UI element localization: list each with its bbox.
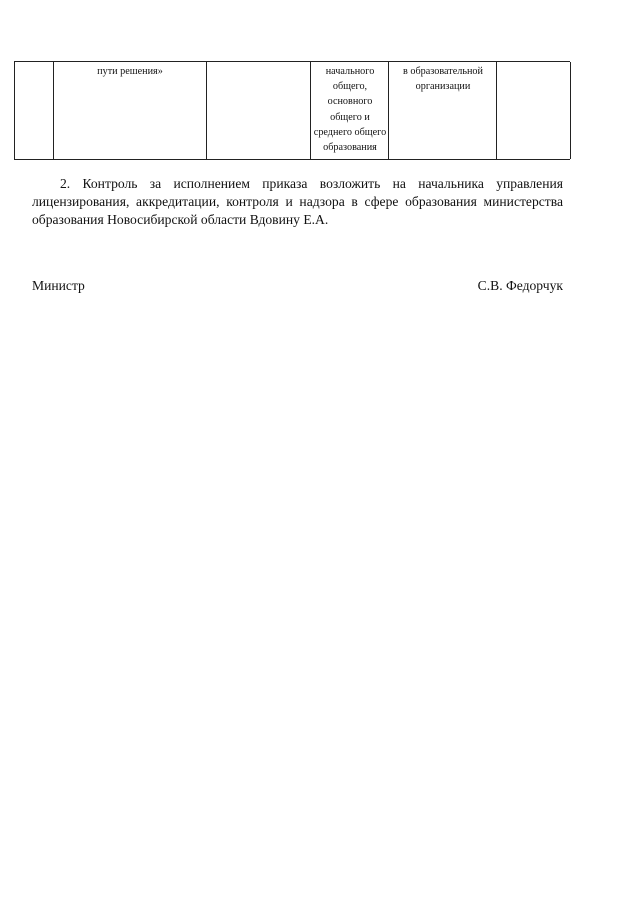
document-table	[14, 61, 570, 160]
signatory-title: Министр	[32, 278, 85, 293]
signatory-name: С.В. Федорчук	[477, 278, 563, 293]
table-cell: в образовательной организации	[403, 66, 483, 93]
table-divider	[310, 62, 311, 159]
table-border-left	[14, 62, 15, 159]
body-paragraph: 2. Контроль за исполнением приказа возложить на начальника управления лицензирования, аккредитации, контроля и надзора в сфере образования министерства образования Новосибирской области Вдовину Е.А.	[32, 176, 563, 227]
table-cell: пути решения»	[97, 66, 163, 77]
table-cell: начального общего, основного общего и среднего общего образования	[313, 66, 387, 154]
table-divider	[206, 62, 207, 159]
table-divider	[496, 62, 497, 159]
table-border-right	[570, 62, 571, 159]
table-divider	[388, 62, 389, 159]
